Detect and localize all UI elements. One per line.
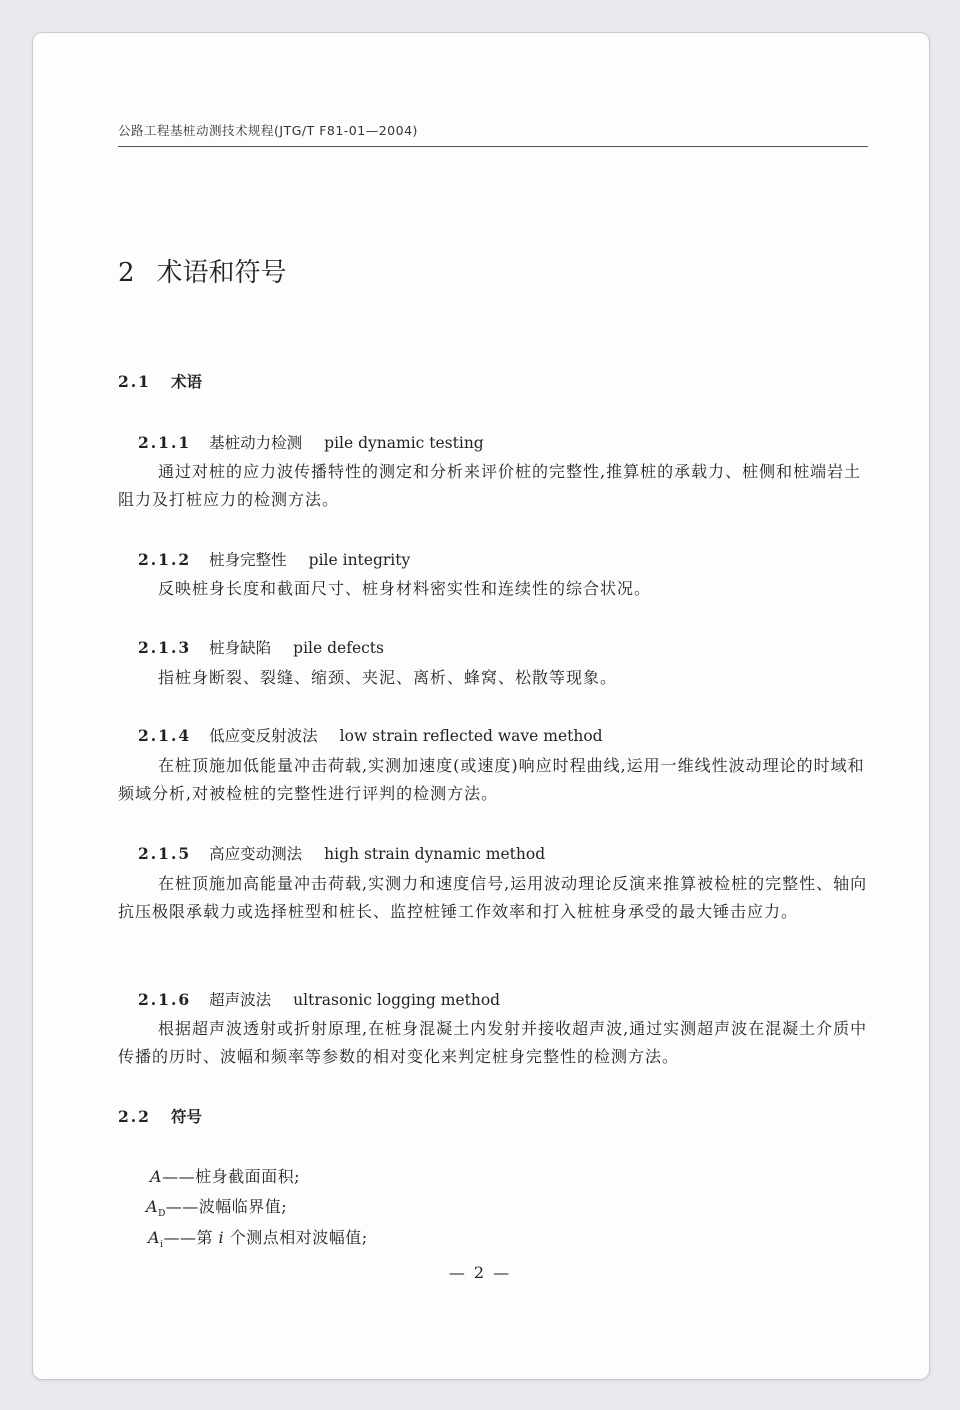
symbol-entry — [148, 1225, 368, 1250]
term-number: 2.1.3 — [138, 638, 192, 657]
section-title: 术语 — [170, 372, 202, 391]
term-en: pile integrity — [308, 551, 411, 569]
term-number: 2.1.6 — [138, 990, 192, 1009]
term-zh: 低应变反射波法 — [209, 727, 318, 745]
term-number: 2.1.4 — [138, 726, 192, 745]
term-heading-2-1-6 — [138, 988, 500, 1010]
term-en: low strain reflected wave method — [339, 727, 603, 745]
symbol-description: ——波幅临界值; — [165, 1197, 288, 1216]
section-title: 符号 — [170, 1107, 202, 1126]
term-number: 2.1.5 — [138, 844, 192, 863]
term-zh: 桩身完整性 — [209, 551, 287, 569]
section-heading-2-1 — [118, 370, 202, 392]
section-number: 2.1 — [118, 372, 151, 391]
term-definition-2-1-2: 反映桩身长度和截面尺寸、桩身材料密实性和连续性的综合状况。 — [158, 579, 652, 598]
term-definition-2-1-1: 通过对桩的应力波传播特性的测定和分析来评价桩的完整性,推算桩的承载力、桩侧和桩端岩土阻力及打桩应力的检测方法。 — [118, 462, 862, 509]
term-heading-2-1-3 — [138, 636, 384, 658]
header-rule — [118, 146, 868, 147]
running-header: 公路工程基桩动测技术规程(JTG/T F81-01—2004) — [118, 123, 418, 138]
term-definition-2-1-6: 根据超声波透射或折射原理,在桩身混凝土内发射并接收超声波,通过实测超声波在混凝土介质中传播的历时、波幅和频率等参数的相对变化来判定桩身完整性的检测方法。 — [118, 1019, 868, 1066]
symbol: A — [150, 1167, 163, 1186]
symbol: A — [146, 1197, 159, 1216]
chapter-number: 2 — [118, 258, 135, 288]
term-zh: 桩身缺陷 — [209, 639, 272, 657]
term-number: 2.1.2 — [138, 550, 192, 569]
term-zh: 高应变动测法 — [209, 845, 303, 863]
term-en: high strain dynamic method — [324, 845, 546, 863]
term-zh: 基桩动力检测 — [209, 434, 303, 452]
term-en: ultrasonic logging method — [293, 991, 501, 1009]
symbol-description: 个测点相对波幅值; — [224, 1228, 368, 1247]
term-heading-2-1-5 — [138, 842, 545, 864]
term-heading-2-1-1 — [138, 431, 484, 453]
term-heading-2-1-4 — [138, 724, 603, 746]
page-number: — 2 — — [448, 1263, 512, 1282]
symbol-subscript: i — [160, 1240, 164, 1251]
term-number: 2.1.1 — [138, 433, 192, 452]
section-heading-2-2 — [118, 1105, 202, 1127]
term-zh: 超声波法 — [209, 991, 272, 1009]
section-number: 2.2 — [118, 1107, 151, 1126]
symbol-subscript: D — [158, 1209, 166, 1220]
symbol-entry — [150, 1164, 300, 1187]
term-definition-2-1-5: 在桩顶施加高能量冲击荷载,实测力和速度信号,运用波动理论反演来推算被检桩的完整性、轴向抗压极限承载力或选择桩型和桩长、监控桩锤工作效率和打入桩桩身承受的最大锤击应力。 — [118, 874, 868, 921]
symbol-entry — [146, 1194, 287, 1219]
term-en: pile dynamic testing — [324, 434, 484, 452]
term-en: pile defects — [293, 639, 384, 657]
symbol-description: ——桩身截面面积; — [162, 1167, 300, 1186]
chapter-title — [118, 252, 287, 289]
term-heading-2-1-2 — [138, 548, 410, 570]
chapter-title-text: 术语和符号 — [156, 258, 287, 288]
symbol-description: ——第 — [163, 1228, 219, 1247]
symbol: A — [148, 1228, 161, 1247]
term-definition-2-1-4: 在桩顶施加低能量冲击荷载,实测加速度(或速度)响应时程曲线,运用一维线性波动理论的时域和频域分析,对被检桩的完整性进行评判的检测方法。 — [118, 756, 865, 803]
term-definition-2-1-3: 指桩身断裂、裂缝、缩颈、夹泥、离析、蜂窝、松散等现象。 — [158, 668, 618, 687]
symbol-variable: i — [218, 1228, 225, 1247]
